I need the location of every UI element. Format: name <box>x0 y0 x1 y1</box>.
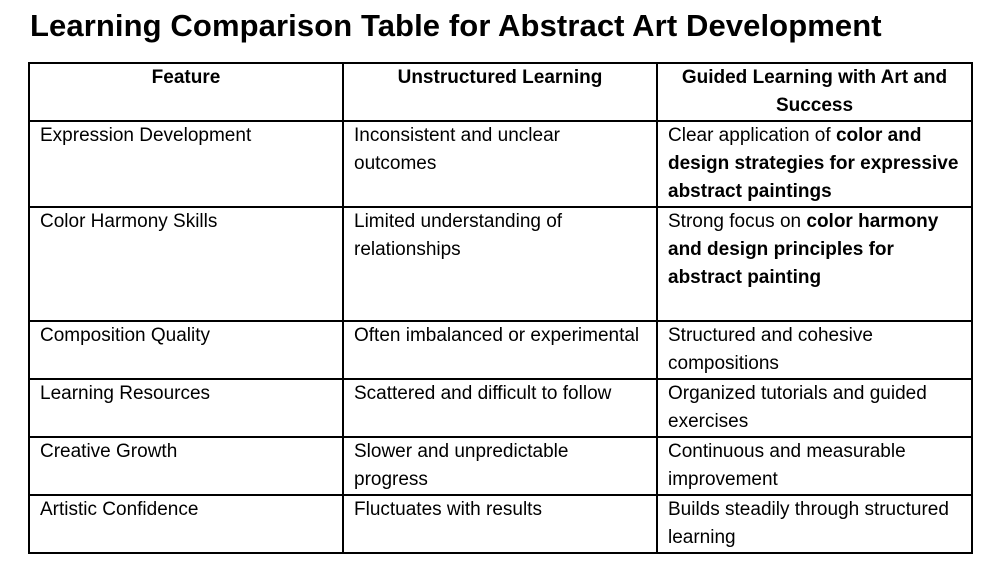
unstructured-cell: Limited understanding of relationships <box>343 207 657 321</box>
page-title: Learning Comparison Table for Abstract Art Development <box>30 8 882 43</box>
guided-cell: Structured and cohesive compositions <box>657 321 972 379</box>
guided-text: Clear application of <box>668 125 836 146</box>
table-row <box>29 495 972 553</box>
guided-cell <box>657 207 972 321</box>
table-row <box>29 321 972 379</box>
guided-highlight: color harmony and design principles for abstract painting <box>668 211 939 288</box>
unstructured-cell: Scattered and difficult to follow <box>343 379 657 437</box>
table-row <box>29 121 972 207</box>
feature-cell: Expression Development <box>29 121 343 207</box>
guided-cell: Organized tutorials and guided exercises <box>657 379 972 437</box>
table-row <box>29 379 972 437</box>
header-guided-learning: Guided Learning with Art and Success <box>657 63 972 121</box>
comparison-table <box>28 62 973 554</box>
header-feature: Feature <box>29 63 343 121</box>
table-row <box>29 207 972 321</box>
guided-text: Strong focus on <box>668 211 807 232</box>
feature-cell: Composition Quality <box>29 321 343 379</box>
table-row <box>29 437 972 495</box>
table-header-row <box>29 63 972 121</box>
guided-cell <box>657 121 972 207</box>
unstructured-cell: Inconsistent and unclear outcomes <box>343 121 657 207</box>
feature-cell: Artistic Confidence <box>29 495 343 553</box>
header-unstructured-learning: Unstructured Learning <box>343 63 657 121</box>
feature-cell: Creative Growth <box>29 437 343 495</box>
unstructured-cell: Slower and unpredictable progress <box>343 437 657 495</box>
guided-cell: Continuous and measurable improvement <box>657 437 972 495</box>
feature-cell: Learning Resources <box>29 379 343 437</box>
guided-highlight: color and design strategies for expressive abstract paintings <box>668 125 959 202</box>
guided-cell: Builds steadily through structured learning <box>657 495 972 553</box>
feature-cell: Color Harmony Skills <box>29 207 343 321</box>
unstructured-cell: Fluctuates with results <box>343 495 657 553</box>
unstructured-cell: Often imbalanced or experimental <box>343 321 657 379</box>
